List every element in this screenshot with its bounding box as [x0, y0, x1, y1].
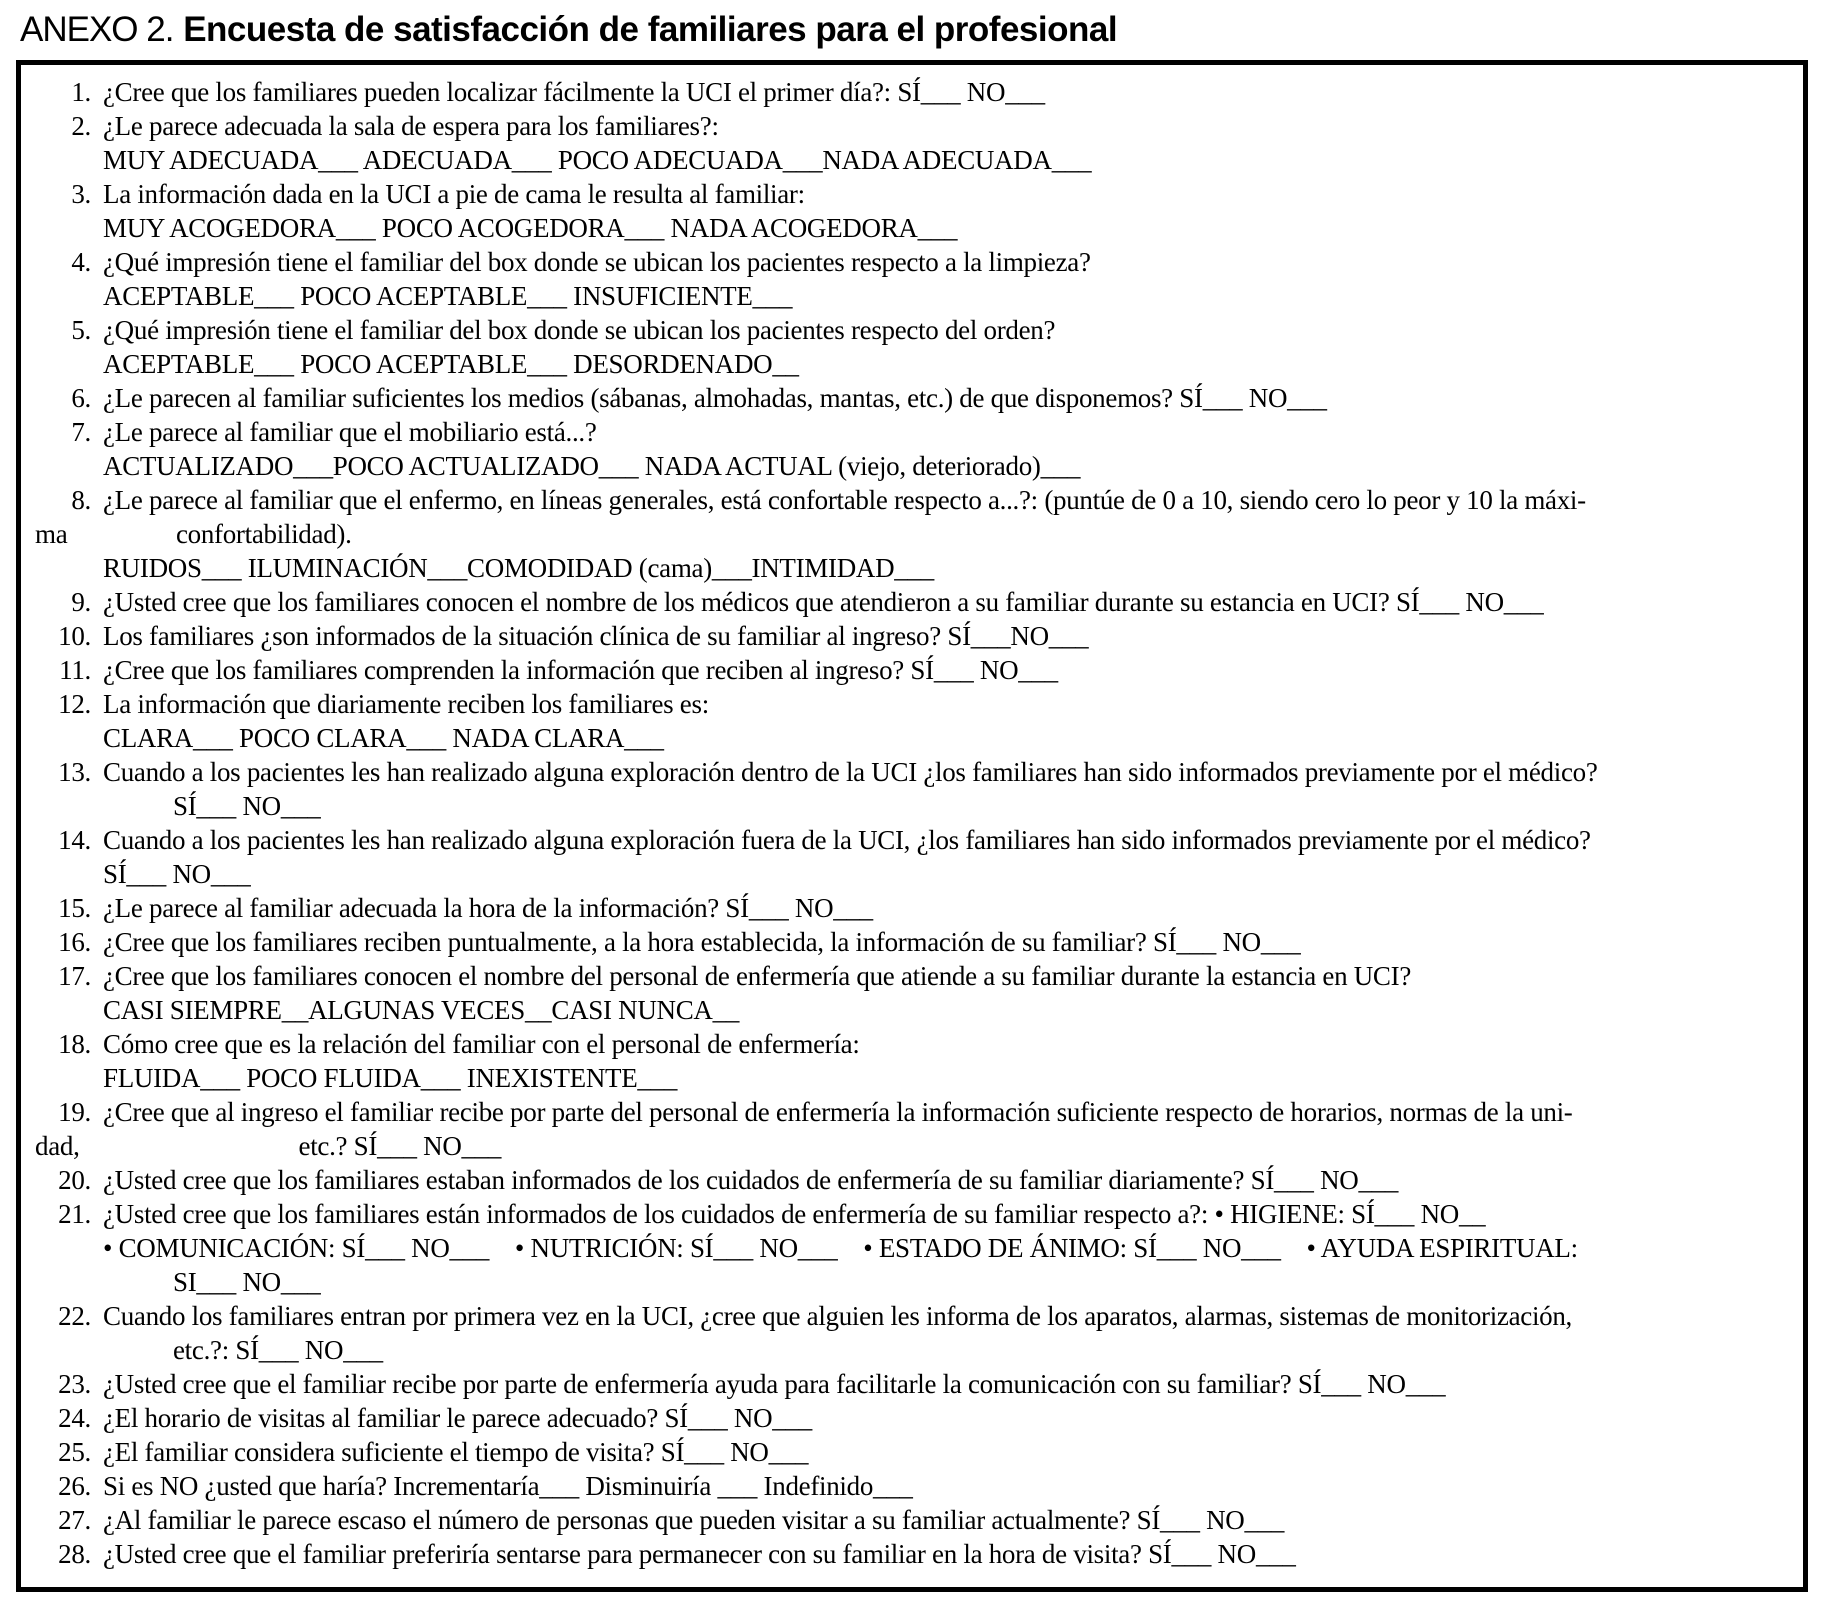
survey-line [33, 177, 1793, 211]
survey-line [33, 619, 1793, 653]
answer-options-text: SI___ NO___ [173, 1267, 321, 1297]
survey-line [33, 517, 1793, 551]
survey-line [33, 1537, 1793, 1571]
survey-line [33, 585, 1793, 619]
question-text: ¿Usted cree que los familiares conocen el nombre de los médicos que atendieron a su familiar durante su estancia en UCI? SÍ___ NO___ [103, 587, 1544, 617]
question-text: La información que diariamente reciben los familiares es: [103, 689, 709, 719]
question-number: 11. [59, 655, 91, 685]
question-number [33, 1061, 103, 1095]
survey-line [33, 1299, 1793, 1333]
survey-line [33, 1265, 1793, 1299]
question-number: 10. [58, 621, 91, 651]
question-number: 17. [58, 961, 91, 991]
question-text: ¿Usted cree que los familiares estaban informados de los cuidados de enfermería de su familiar diariamente? SÍ___ NO___ [103, 1165, 1399, 1195]
question-text: ¿Cree que al ingreso el familiar recibe por parte del personal de enfermería la información suficiente respecto de horarios, normas de la uni- [103, 1097, 1573, 1127]
survey-line [33, 279, 1793, 313]
question-text: ¿Le parece al familiar que el enfermo, en líneas generales, está confortable respecto a...?: (puntúe de 0 a 10, siendo cero lo peor y 10 la máxi- [103, 485, 1586, 515]
survey-line [33, 687, 1793, 721]
question-number: 7. [71, 417, 91, 447]
question-text: ¿Le parecen al familiar suficientes los medios (sábanas, almohadas, mantas, etc.) de que disponemos? SÍ___ NO___ [103, 383, 1327, 413]
answer-options-text: ACEPTABLE___ POCO ACEPTABLE___ INSUFICIENTE___ [103, 281, 793, 311]
survey-line [33, 891, 1793, 925]
survey-line [33, 1469, 1793, 1503]
answer-options-text: • COMUNICACIÓN: SÍ___ NO___ • NUTRICIÓN: SÍ___ NO___ • ESTADO DE ÁNIMO: SÍ___ NO___ • AYUDA ESPIRITUAL: [103, 1233, 1578, 1263]
survey-line [33, 415, 1793, 449]
question-number: 22. [58, 1301, 91, 1331]
question-text: Cuando a los pacientes les han realizado alguna exploración fuera de la UCI, ¿los familiares han sido informados previamente por el médico? [103, 825, 1591, 855]
answer-options-text: confortabilidad). [105, 519, 352, 549]
question-text: ¿Usted cree que los familiares están informados de los cuidados de enfermería de su familiar respecto a?: • HIGIENE: SÍ___ NO__ [103, 1199, 1486, 1229]
question-number: 15. [58, 893, 91, 923]
question-number: 6. [71, 383, 91, 413]
survey-line [33, 1367, 1793, 1401]
question-number: 3. [71, 179, 91, 209]
question-text: ¿El horario de visitas al familiar le parece adecuado? SÍ___ NO___ [103, 1403, 812, 1433]
question-number [33, 1333, 103, 1367]
question-text: Cómo cree que es la relación del familiar con el personal de enfermería: [103, 1029, 860, 1059]
question-number: 23. [58, 1369, 91, 1399]
question-number: 14. [58, 825, 91, 855]
question-text: Si es NO ¿usted que haría? Incrementaría___ Disminuiría ___ Indefinido___ [103, 1471, 913, 1501]
answer-options-text: ACTUALIZADO___POCO ACTUALIZADO___ NADA ACTUAL (viejo, deteriorado)___ [103, 451, 1081, 481]
question-number: 4. [71, 247, 91, 277]
question-number [33, 1265, 103, 1299]
answer-options-text: CLARA___ POCO CLARA___ NADA CLARA___ [103, 723, 664, 753]
question-number: 18. [58, 1029, 91, 1059]
answer-options-text: etc.? SÍ___ NO___ [105, 1131, 502, 1161]
survey-line [33, 653, 1793, 687]
question-number: 19. [58, 1097, 91, 1127]
question-number: 24. [58, 1403, 91, 1433]
answer-options-text: CASI SIEMPRE__ALGUNAS VECES__CASI NUNCA__ [103, 995, 740, 1025]
question-text: Los familiares ¿son informados de la situación clínica de su familiar al ingreso? SÍ___NO___ [103, 621, 1089, 651]
question-number: 9. [71, 587, 91, 617]
question-number: 21. [58, 1199, 91, 1229]
survey-line [33, 347, 1793, 381]
page-title [20, 8, 1808, 52]
survey-line [33, 1197, 1793, 1231]
question-number [33, 993, 103, 1027]
survey-line [33, 211, 1793, 245]
hyphen-carryover: dad, [35, 1131, 80, 1161]
survey-line [33, 313, 1793, 347]
question-text: ¿Usted cree que el familiar preferiría sentarse para permanecer con su familiar en la hora de visita? SÍ___ NO___ [103, 1539, 1296, 1569]
answer-options-text: MUY ACOGEDORA___ POCO ACOGEDORA___ NADA ACOGEDORA___ [103, 213, 958, 243]
answer-options-text: MUY ADECUADA___ ADECUADA___ POCO ADECUADA___NADA ADECUADA___ [103, 145, 1092, 175]
survey-line [33, 1231, 1793, 1265]
question-number [33, 1231, 103, 1265]
question-text: Cuando a los pacientes les han realizado alguna exploración dentro de la UCI ¿los familiares han sido informados previamente por el médico? [103, 757, 1598, 787]
question-number: 28. [58, 1539, 91, 1569]
survey-line [33, 551, 1793, 585]
question-text: Cuando los familiares entran por primera vez en la UCI, ¿cree que alguien les informa de los aparatos, alarmas, sistemas de monitorización, [103, 1301, 1573, 1331]
survey-line [33, 857, 1793, 891]
question-text: ¿Cree que los familiares pueden localizar fácilmente la UCI el primer día?: SÍ___ NO___ [103, 77, 1045, 107]
annex-label: ANEXO 2. [20, 10, 174, 49]
question-number: 2. [71, 111, 91, 141]
question-text: ¿El familiar considera suficiente el tiempo de visita? SÍ___ NO___ [103, 1437, 809, 1467]
survey-line [33, 1027, 1793, 1061]
question-number [33, 551, 103, 585]
survey-line [33, 381, 1793, 415]
question-number [33, 721, 103, 755]
question-number [33, 789, 103, 823]
survey-line [33, 1401, 1793, 1435]
question-text: ¿Le parece al familiar que el mobiliario está...? [103, 417, 597, 447]
survey-line [33, 721, 1793, 755]
question-number: 5. [71, 315, 91, 345]
survey-box [16, 60, 1808, 1592]
question-number: 16. [58, 927, 91, 957]
survey-line [33, 755, 1793, 789]
question-number: 20. [58, 1165, 91, 1195]
survey-line [33, 959, 1793, 993]
question-text: ¿Al familiar le parece escaso el número de personas que pueden visitar a su familiar actualmente? SÍ___ NO___ [103, 1505, 1285, 1535]
survey-line [33, 925, 1793, 959]
question-number [33, 449, 103, 483]
question-number [33, 211, 103, 245]
question-number: 1. [71, 77, 91, 107]
survey-line [33, 1333, 1793, 1367]
question-number: 27. [58, 1505, 91, 1535]
survey-line [33, 1503, 1793, 1537]
title-text: Encuesta de satisfacción de familiares para el profesional [183, 10, 1118, 49]
question-text: La información dada en la UCI a pie de cama le resulta al familiar: [103, 179, 805, 209]
survey-line [33, 75, 1793, 109]
survey-line [33, 1129, 1793, 1163]
survey-line [33, 245, 1793, 279]
answer-options-text: FLUIDA___ POCO FLUIDA___ INEXISTENTE___ [103, 1063, 678, 1093]
question-text: ¿Cree que los familiares conocen el nombre del personal de enfermería que atiende a su familiar durante la estancia en UCI? [103, 961, 1411, 991]
question-number: 8. [71, 485, 91, 515]
answer-options-text: SÍ___ NO___ [103, 859, 251, 889]
survey-line [33, 1095, 1793, 1129]
answer-options-text: ACEPTABLE___ POCO ACEPTABLE___ DESORDENADO__ [103, 349, 799, 379]
question-number: 12. [58, 689, 91, 719]
question-text: ¿Cree que los familiares reciben puntualmente, a la hora establecida, la información de su familiar? SÍ___ NO___ [103, 927, 1301, 957]
survey-line [33, 1435, 1793, 1469]
question-text: ¿Qué impresión tiene el familiar del box donde se ubican los pacientes respecto a la limpieza? [103, 247, 1091, 277]
question-number [33, 279, 103, 313]
answer-options-text: SÍ___ NO___ [173, 791, 321, 821]
survey-line [33, 449, 1793, 483]
survey-line [33, 1061, 1793, 1095]
question-number [33, 857, 103, 891]
survey-line [33, 993, 1793, 1027]
question-number: 25. [58, 1437, 91, 1467]
question-text: ¿Cree que los familiares comprenden la información que reciben al ingreso? SÍ___ NO___ [103, 655, 1058, 685]
question-number: 13. [58, 757, 91, 787]
question-number [33, 347, 103, 381]
question-text: ¿Le parece al familiar adecuada la hora de la información? SÍ___ NO___ [103, 893, 873, 923]
survey-line [33, 789, 1793, 823]
answer-options-text: RUIDOS___ ILUMINACIÓN___COMODIDAD (cama)___INTIMIDAD___ [103, 553, 934, 583]
question-number: 26. [58, 1471, 91, 1501]
question-text: ¿Qué impresión tiene el familiar del box donde se ubican los pacientes respecto del orden? [103, 315, 1056, 345]
survey-line [33, 823, 1793, 857]
survey-line [33, 143, 1793, 177]
survey-line [33, 483, 1793, 517]
question-text: ¿Usted cree que el familiar recibe por parte de enfermería ayuda para facilitarle la comunicación con su familiar? SÍ___ NO___ [103, 1369, 1446, 1399]
survey-line [33, 1163, 1793, 1197]
question-text: ¿Le parece adecuada la sala de espera para los familiares?: [103, 111, 719, 141]
hyphen-carryover: ma [35, 519, 68, 549]
question-number [33, 143, 103, 177]
survey-line [33, 109, 1793, 143]
answer-options-text: etc.?: SÍ___ NO___ [173, 1335, 383, 1365]
